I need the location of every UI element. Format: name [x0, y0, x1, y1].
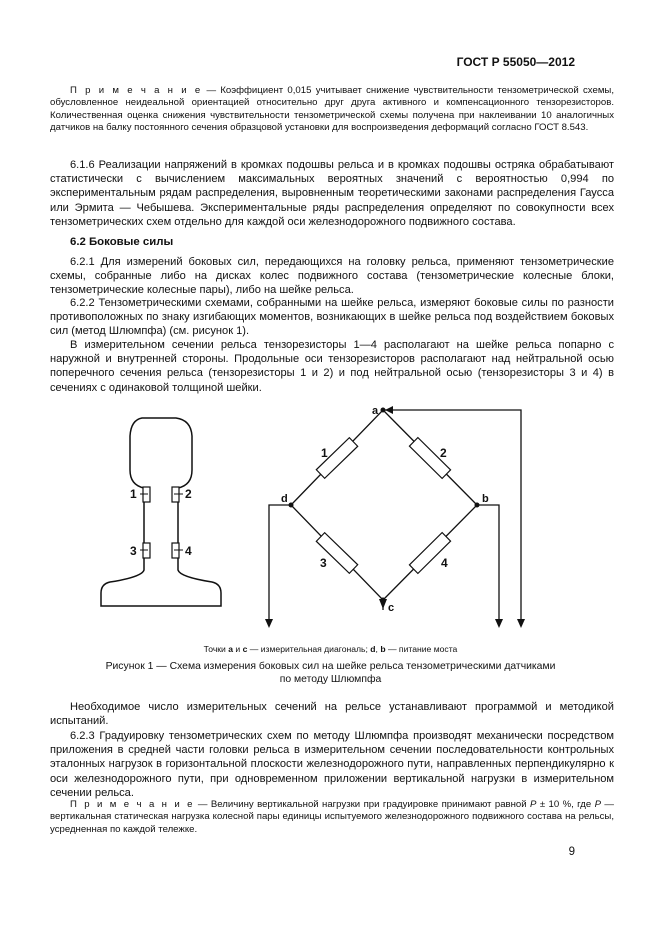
note-2-label: П р и м е ч а н и е [70, 799, 195, 810]
note-1 [50, 85, 614, 135]
node-c-label: c [388, 602, 395, 614]
figure-1-caption-line-1: Рисунок 1 — Схема измерения боковых сил на шейке рельса тензометрическими датчиками [105, 661, 556, 672]
note-2-symbol-p: P [594, 799, 601, 810]
page-number: 9 [568, 846, 575, 858]
legend-node-a: a [228, 644, 234, 654]
paragraph-6-1-6: 6.1.6 Реализации напряжений в кромках подошвы рельса и в кромках подошвы остряка обрабатывают статистически с вычислением максимальных вероятных значений с вероятностью 0,994 по экспериментальным рядам распределения, выровненным теоретическими законами распределения Гаусса или Эрмита — Чебышева. Экспериментальные ряды распределения определяют по совокупности всех тензометрических схем отдельно для каждой оси железнодорожного подвижного состава. [50, 159, 614, 228]
figure-1-caption-line-2: по методу Шлюмпфа [279, 674, 382, 685]
figure-1-caption [0, 660, 661, 686]
note-2-text: — вертикальная статическая нагрузка колесной пары единицы испытуемого железнодорожного подвижного состава на рельсы, усредненная по каждой тележке. [50, 799, 614, 835]
figure-1-diagram [0, 395, 661, 640]
legend-node-d: d [370, 644, 376, 654]
legend-text: , [375, 644, 381, 654]
note-2-text: — Величину вертикальной нагрузки при градуировке принимают равной [194, 799, 531, 810]
legend-text: и [233, 644, 243, 654]
paragraph-sections-count: Необходимое число измерительных сечений на рельсе устанавливают программой и методикой испытаний. [50, 701, 614, 728]
paragraph-6-2-1: 6.2.1 Для измерений боковых сил, передающихся на головку рельса, применяют тензометрические схемы, собранные либо на дисках колес подвижного состава (тензометрические колесные блоки, тензометрические колесные пары), либо на шейке рельса. [50, 256, 614, 297]
node-a-label: a [372, 405, 379, 417]
node-b-label: b [482, 493, 489, 505]
note-1-text: — Коэффициент 0,015 учитывает снижение чувствительности тензометрической схемы, обусловленное неидеальной ориентацией относительно друг друга активного и компенсационного тензорезисторов. Количественная оценка снижения чувствительности тензометрической схемы получена при наклеивании 10 аналогичных датчиков на балку постоянного сечения образцовой установки для воспроизведения деформаций согласно ГОСТ 8.543. [50, 85, 614, 134]
legend-text: — питание моста [385, 644, 458, 654]
rail-strain-gauges [143, 487, 179, 558]
note-2-text: ± 10 %, где [536, 799, 595, 810]
bridge-resistor-3-label: 3 [320, 556, 327, 570]
rail-gauge-3-label: 3 [130, 544, 137, 558]
node-d-label: d [281, 493, 288, 505]
rail-gauge-4-label: 4 [185, 544, 192, 558]
bridge-resistors [316, 438, 450, 574]
figure-1-legend [0, 644, 661, 654]
paragraph-6-2-3: 6.2.3 Градуировку тензометрических схем по методу Шлюмпфа производят механически посредством приложения в средней части головки рельса в измерительном сечении последовательности контрольных эталонных нагрузок в горизонтальной плоскости железнодорожного пути, направленных перпендикулярно к оси железнодорожного пути, при одновременном приложении вертикальной нагрузки в измерительном сечении рельса. [50, 730, 614, 799]
paragraph-6-2-2: 6.2.2 Тензометрическими схемами, собранными на шейке рельса, измеряют боковые силы по разности противоположных по знаку изгибающих моментов, возникающих в шейке рельса под воздействием боковых сил (метод Шлюмпфа) (см. рисунок 1). [50, 297, 614, 338]
note-2-symbol-p: P [530, 799, 537, 810]
legend-text: Точки [203, 644, 229, 654]
bridge-resistor-1-label: 1 [321, 446, 328, 460]
bridge-terminal-arrows [265, 406, 525, 628]
note-1-label: П р и м е ч а н и е [70, 85, 203, 96]
legend-text: — измерительная диагональ; [247, 644, 371, 654]
rail-gauge-2-label: 2 [185, 487, 192, 501]
bridge-nodes [289, 408, 480, 603]
legend-node-c: c [242, 644, 248, 654]
bridge-resistor-4-label: 4 [441, 556, 448, 570]
bridge-circuit [269, 410, 521, 625]
note-2 [50, 799, 614, 836]
section-heading-6-2: 6.2 Боковые силы [70, 236, 174, 248]
rail-cross-section [101, 418, 221, 606]
legend-node-b: b [380, 644, 386, 654]
document-header: ГОСТ Р 55050—2012 [456, 55, 575, 69]
rail-gauge-1-label: 1 [130, 487, 137, 501]
paragraph-6-2-2-continued: В измерительном сечении рельса тензорезисторы 1—4 располагают на шейке рельса попарно с наружной и внутренней стороны. Продольные оси тензорезисторов располагают над нейтральной осью поперечного сечения рельса (тензорезисторы 1 и 2) и под нейтральной осью (тензорезисторы 3 и 4) в сечениях с одинаковой толщиной шейки. [50, 339, 614, 394]
bridge-resistor-2-label: 2 [440, 446, 447, 460]
